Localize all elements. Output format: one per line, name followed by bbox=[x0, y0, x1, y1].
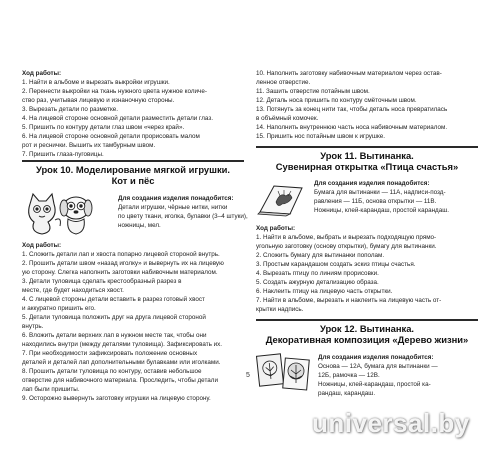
step-line: 3. Простым карандашом создать эскиз птицы счастья. bbox=[256, 261, 416, 268]
step-line: крытки надпись. bbox=[256, 306, 304, 313]
step-line: 7. При необходимости зафиксировать положение основных bbox=[22, 350, 198, 357]
needs-line: Ножницы, клей-карандаш, простой карандаш. bbox=[314, 207, 450, 214]
intro-step-line: 3. Вырезать детали по разметке. bbox=[22, 106, 119, 113]
needs-line: Детали игрушки, чёрные нитки, нитки bbox=[118, 204, 228, 211]
step-line: месте, где будет находиться хвост. bbox=[22, 287, 124, 294]
lesson-10-subtitle: Кот и пёс bbox=[111, 175, 155, 186]
greeting-card-icon bbox=[258, 186, 302, 216]
section-divider bbox=[256, 319, 478, 321]
lesson-12-subtitle: Декоративная композиция «Дерево жизни» bbox=[265, 334, 469, 345]
lesson-11-steps-heading: Ход работы: bbox=[256, 225, 296, 232]
step-line: и аккуратно пришить его. bbox=[22, 305, 96, 312]
needs-line: ножницы, мел. bbox=[118, 222, 161, 229]
lesson-10-title: Урок 10. Моделирование мягкой игрушки. bbox=[35, 164, 231, 175]
continued-step-line: ленное отверстие. bbox=[256, 79, 311, 86]
lesson-11-title: Урок 11. Вытинанка. bbox=[320, 150, 414, 161]
lesson-11-subtitle: Сувенирная открытка «Птица счастья» bbox=[275, 161, 459, 172]
needs-line: равления — 11Б, основа открытки — 11В. bbox=[314, 198, 437, 205]
intro-step-line: 1. Найти в альбоме и вырезать выкройки игрушки. bbox=[22, 79, 170, 86]
cat-and-dog-toys-illustration bbox=[24, 190, 94, 236]
continued-step-line: 15. Пришить нос потайным швом к игрушке. bbox=[256, 133, 386, 140]
tree-of-life-illustration bbox=[256, 351, 312, 399]
step-line: 7. Найти в альбоме, вырезать и наклеить на лицевую часть от- bbox=[256, 297, 442, 304]
intro-step-line: 5. Пришить по контуру детали глаз швом «через край». bbox=[22, 124, 185, 131]
lesson-11-needs-heading: Для создания изделия понадобится: bbox=[314, 180, 430, 187]
lesson-10-needs-heading: Для создания изделия понадобится: bbox=[118, 195, 234, 202]
step-line: 6. Вложить детали верхних лап в нужном месте так, чтобы они bbox=[22, 332, 207, 339]
needs-line: по цвету ткани, иголка, булавки (3–4 штуки), bbox=[118, 213, 248, 220]
lesson-12-title: Урок 12. Вытинанка. bbox=[319, 323, 415, 334]
continued-step-line: 10. Наполнить заготовку набивочным материалом через остав- bbox=[256, 70, 442, 77]
step-line: угольную заготовку (основу открытки), бумагу для вытинанки. bbox=[256, 243, 437, 250]
step-line: внутрь. bbox=[22, 323, 44, 330]
section-divider bbox=[22, 160, 244, 162]
step-line: отверстие для набивочного материала. Проследить, чтобы детали bbox=[22, 377, 218, 384]
needs-line: 12Б, рамочка — 12В. bbox=[318, 372, 380, 379]
site-watermark: universal.by bbox=[312, 408, 470, 438]
continued-step-line: 13. Потянуть за конец нити так, чтобы деталь носа превратилась bbox=[256, 106, 448, 113]
step-line: 2. Прошить детали швом «назад иголку» и вывернуть их на лицевую bbox=[22, 260, 224, 267]
dog-toy-icon bbox=[60, 197, 92, 234]
needs-line: Основа — 12А, бумага для вытинанки — bbox=[318, 363, 438, 370]
intro-step-line: рот и реснички. Вышить их тамбурным швом. bbox=[22, 142, 156, 149]
lesson-12-needs-heading: Для создания изделия понадобится: bbox=[318, 354, 434, 361]
step-line: 9. Осторожно вывернуть заготовку игрушки на лицевую сторону. bbox=[22, 395, 211, 402]
step-line: находились внутри (между деталями туловища). Зафиксировать их. bbox=[22, 341, 223, 348]
step-line: 6. Наклеить птицу на лицевую часть открытки. bbox=[256, 288, 393, 295]
section-divider bbox=[256, 146, 478, 148]
step-line: 8. Прошить детали туловища по контуру, оставив небольшое bbox=[22, 368, 202, 375]
step-line: 4. С лицевой стороны детали вставить в разрез готовый хвост bbox=[22, 296, 205, 303]
intro-step-line: 2. Перенести выкройки на ткань нужного цвета нужное количе- bbox=[22, 88, 207, 95]
step-line: 5. Детали туловища положить друг на друга лицевой стороной bbox=[22, 314, 206, 321]
step-line: ую сторону. Слегка наполнить заготовки набивочным материалом. bbox=[22, 269, 218, 276]
step-line: лап были пришиты. bbox=[22, 386, 80, 393]
continued-step-line: 14. Наполнить внутреннюю часть носа набивочным материалом. bbox=[256, 124, 448, 131]
needs-line: Бумага для вытинанки — 11А, надписи-позд- bbox=[314, 189, 446, 196]
page-number: 5 bbox=[246, 372, 250, 379]
intro-step-line: 4. На лицевой стороне основной детали разместить детали глаз. bbox=[22, 115, 213, 122]
bird-card-illustration bbox=[256, 178, 306, 218]
needs-line: Ножницы, клей-карандаш, простой ка- bbox=[318, 381, 431, 388]
intro-step-line: 6. На лицевой стороне основной детали прорисовать малом bbox=[22, 133, 200, 140]
intro-steps-heading: Ход работы: bbox=[22, 70, 62, 77]
intro-step-line: ство раз, учитывая лицевую и изнаночную стороны. bbox=[22, 97, 175, 104]
step-line: деталей и деталей лап дополнительными булавками или иголками. bbox=[22, 359, 221, 366]
step-line: 5. Создать ажурную детализацию образа. bbox=[256, 279, 379, 286]
lesson-10-steps-heading: Ход работы: bbox=[22, 242, 62, 249]
needs-line: рандаш, карандаш. bbox=[318, 390, 376, 397]
step-line: 1. Найти в альбоме, выбрать и вырезать подходящую прямо- bbox=[256, 234, 437, 241]
step-line: 4. Вырезать птицу по линиям прорисовки. bbox=[256, 270, 379, 277]
step-line: 2. Сложить бумагу для вытинанки пополам. bbox=[256, 252, 385, 259]
framed-tree-icon bbox=[256, 354, 283, 386]
cat-toy-icon bbox=[29, 194, 61, 234]
step-line: 3. Детали туловища сделать крестообразный разрез в bbox=[22, 278, 182, 285]
continued-step-line: 12. Деталь носа пришить по контуру смёточным швом. bbox=[256, 97, 417, 104]
intro-step-line: 7. Пришить глаза-пуговицы. bbox=[22, 151, 104, 158]
step-line: 1. Сложить детали лап и хвоста попарно лицевой стороной внутрь. bbox=[22, 251, 220, 258]
continued-step-line: 11. Зашить отверстие потайным швом. bbox=[256, 88, 370, 95]
continued-step-line: в объёмный комочек. bbox=[256, 115, 319, 122]
framed-tree-icon bbox=[283, 358, 310, 390]
